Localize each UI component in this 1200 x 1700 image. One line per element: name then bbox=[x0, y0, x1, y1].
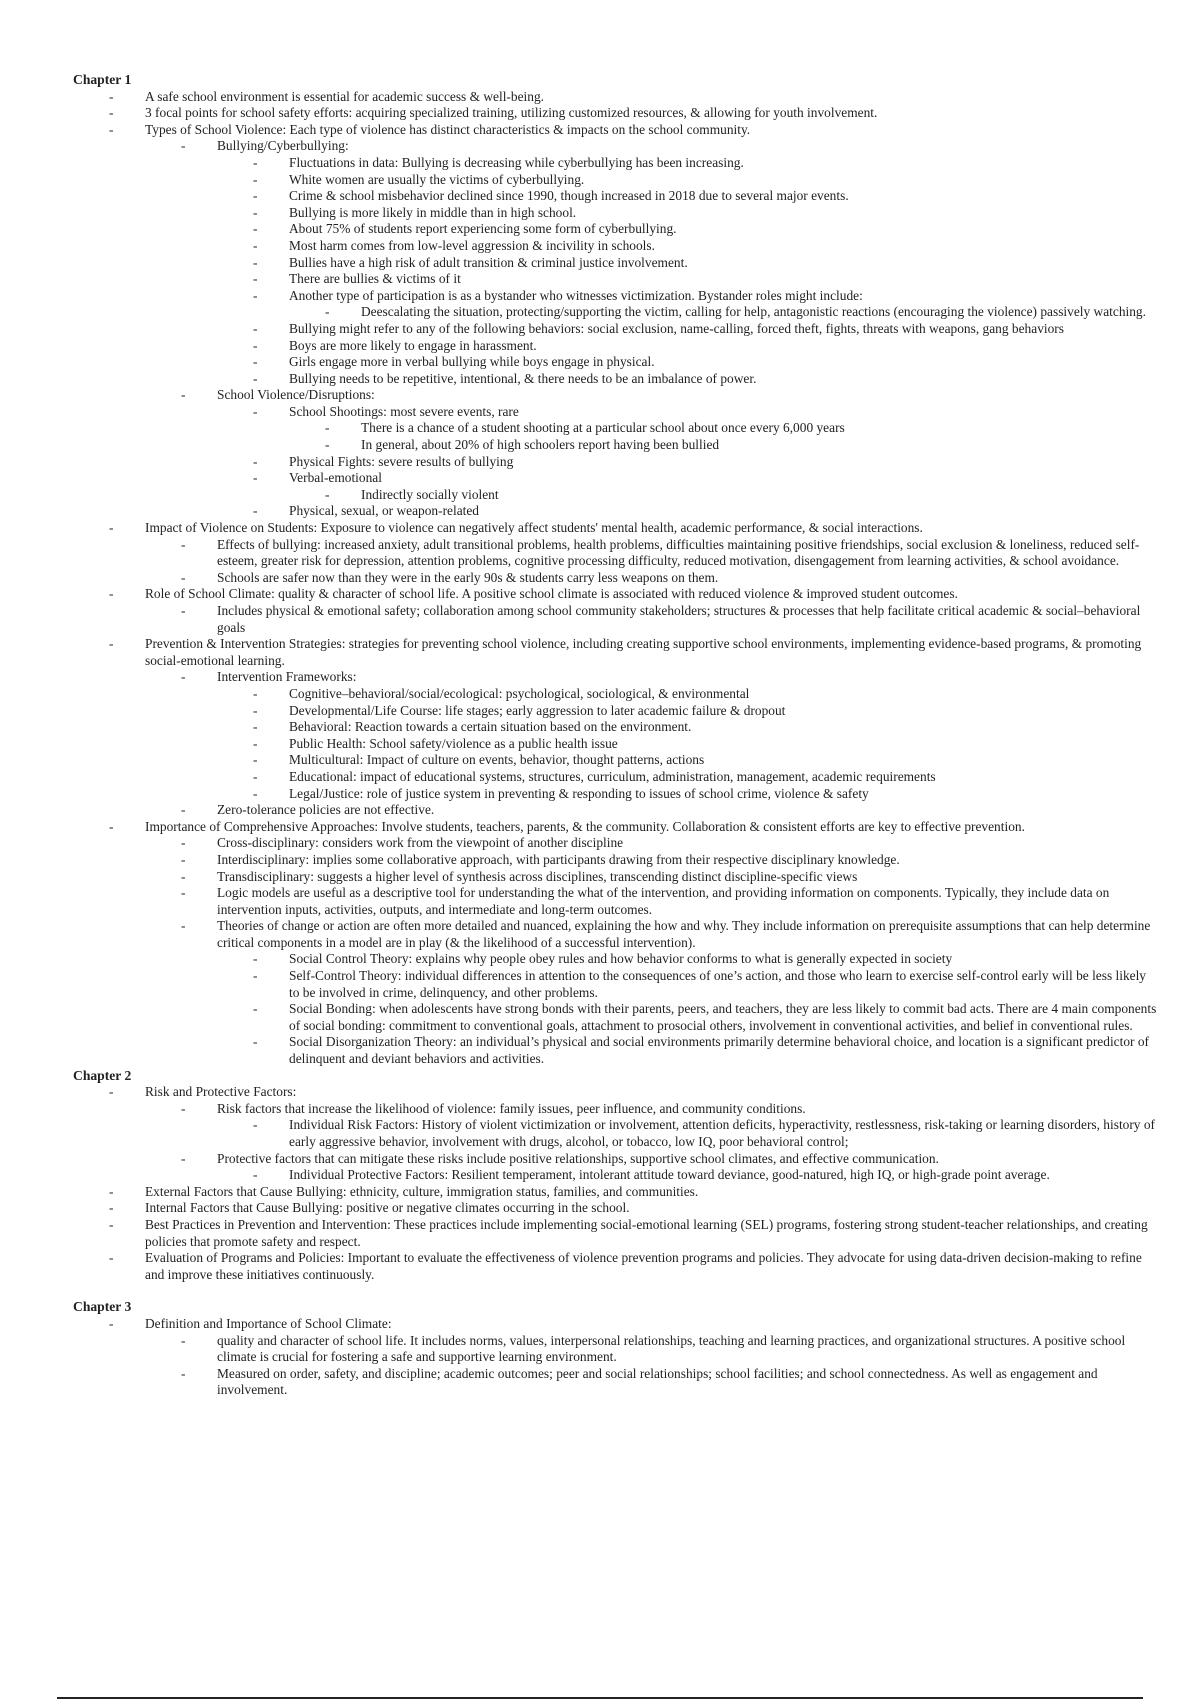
bullet-dash: - bbox=[109, 520, 114, 536]
bullet-dash: - bbox=[109, 88, 114, 104]
list-item-text: Importance of Comprehensive Approaches: Involve students, teachers, parents, & the community. Collaboration & consistent efforts are key to effective prevention. bbox=[145, 818, 1025, 834]
list-item-text: Indirectly socially violent bbox=[361, 486, 499, 502]
list-item bbox=[73, 703, 1158, 720]
bullet-dash: - bbox=[253, 337, 258, 353]
bullet-dash: - bbox=[181, 669, 186, 685]
list-item bbox=[73, 819, 1158, 836]
list-item-text: Bullies have a high risk of adult transition & criminal justice involvement. bbox=[289, 254, 688, 270]
list-item-text: Another type of participation is as a bystander who witnesses victimization. Bystander roles might include: bbox=[289, 287, 863, 303]
bullet-dash: - bbox=[253, 154, 258, 170]
list-item-text: Types of School Violence: Each type of violence has distinct characteristics & impacts on the school community. bbox=[145, 121, 751, 137]
chapter-3-heading: Chapter 3 bbox=[73, 1299, 132, 1315]
bullet-dash: - bbox=[253, 403, 258, 419]
bullet-dash: - bbox=[181, 569, 186, 585]
bullet-dash: - bbox=[181, 868, 186, 884]
list-item bbox=[73, 371, 1158, 388]
list-item bbox=[73, 885, 1158, 918]
bullet-dash: - bbox=[109, 1200, 114, 1216]
list-item-text: Girls engage more in verbal bullying while boys engage in physical. bbox=[289, 354, 655, 370]
list-item-text: Most harm comes from low-level aggression & incivility in schools. bbox=[289, 237, 655, 253]
bullet-dash: - bbox=[109, 1250, 114, 1266]
list-item-text: Transdisciplinary: suggests a higher level of synthesis across disciplines, transcending distinct discipline-specific views bbox=[217, 868, 858, 884]
list-item bbox=[73, 404, 1158, 421]
bullet-dash: - bbox=[181, 835, 186, 851]
list-item bbox=[73, 736, 1158, 753]
list-item bbox=[73, 155, 1158, 172]
bullet-dash: - bbox=[109, 1183, 114, 1199]
bullet-dash: - bbox=[253, 702, 258, 718]
list-item-text: Individual Risk Factors: History of violent victimization or involvement, attention deficits, hyperactivity, restlessness, risk-taking or learning disorders, history of early aggressive behavior, involvement with drugs, alcohol, or tobacco, low IQ, poor behavioral control; bbox=[289, 1117, 1156, 1149]
list-item-text: Bullying/Cyberbullying: bbox=[217, 138, 349, 154]
list-item-text: In general, about 20% of high schoolers report having been bullied bbox=[361, 437, 720, 453]
list-item-text: Includes physical & emotional safety; collaboration among school community stakeholders; structures & processes that help facilitate critical academic & social–behavioral goals bbox=[217, 603, 1141, 635]
bullet-dash: - bbox=[181, 1332, 186, 1348]
list-item bbox=[73, 89, 1158, 106]
list-item-text: Interdisciplinary: implies some collaborative approach, with participants drawing from their respective disciplinary knowledge. bbox=[217, 851, 900, 867]
bullet-dash: - bbox=[253, 287, 258, 303]
list-item bbox=[73, 1366, 1158, 1399]
bullet-dash: - bbox=[109, 1216, 114, 1232]
list-item-text: Developmental/Life Course: life stages; early aggression to later academic failure & dropout bbox=[289, 702, 786, 718]
list-item-text: Best Practices in Prevention and Intervention: These practices include implementing social-emotional learning (SEL) programs, fostering strong student-teacher relationships, and creating policies that promote safety and respect. bbox=[145, 1216, 1148, 1249]
list-item-text: Measured on order, safety, and discipline; academic outcomes; peer and social relationships; school facilities; and school connectedness. As well as engagement and involvement. bbox=[217, 1365, 1098, 1398]
list-item-text: Self-Control Theory: individual differences in attention to the consequences of one’s action, and those who learn to exercise self-control early will be less likely to be involved in crime, delinquency, and other problems. bbox=[289, 968, 1146, 1000]
list-item bbox=[73, 503, 1158, 520]
list-item bbox=[73, 769, 1158, 786]
bullet-dash: - bbox=[253, 204, 258, 220]
footer-divider bbox=[57, 1697, 1143, 1699]
bullet-dash: - bbox=[253, 685, 258, 701]
bullet-dash: - bbox=[181, 802, 186, 818]
list-item-text: School Violence/Disruptions: bbox=[217, 387, 375, 403]
list-item bbox=[73, 188, 1158, 205]
list-item-text: Boys are more likely to engage in harassment. bbox=[289, 337, 537, 353]
bullet-dash: - bbox=[109, 586, 114, 602]
bullet-dash: - bbox=[109, 818, 114, 834]
list-item-text: Zero-tolerance policies are not effective. bbox=[217, 802, 435, 818]
chapter-2-heading: Chapter 2 bbox=[73, 1067, 132, 1083]
list-item bbox=[73, 570, 1158, 587]
list-item-text: 3 focal points for school safety efforts: acquiring specialized training, utilizing customized resources, & allowing for youth involvement. bbox=[145, 105, 878, 121]
list-item bbox=[73, 1333, 1158, 1366]
list-item bbox=[73, 1117, 1158, 1150]
chapter-2-list bbox=[73, 1084, 1158, 1283]
bullet-dash: - bbox=[181, 1365, 186, 1381]
list-item bbox=[73, 835, 1158, 852]
bullet-dash: - bbox=[253, 370, 258, 386]
list-item bbox=[73, 802, 1158, 819]
list-item-text: There are bullies & victims of it bbox=[289, 271, 461, 287]
list-item-text: Physical Fights: severe results of bullying bbox=[289, 453, 514, 469]
list-item bbox=[73, 338, 1158, 355]
list-item-text: Social Disorganization Theory: an individual’s physical and social environments primarily determine behavioral choice, and location is a significant predictor of delinquent and deviant behaviors and activities. bbox=[289, 1034, 1149, 1067]
bullet-dash: - bbox=[109, 636, 114, 652]
list-item-text: Evaluation of Programs and Policies: Important to evaluate the effectiveness of violence prevention programs and policies. They advocate for using data-driven decision-making to refine and improve these initiatives continuously. bbox=[145, 1250, 1142, 1282]
list-item-text: Risk and Protective Factors: bbox=[145, 1084, 297, 1100]
list-item-text: Multicultural: Impact of culture on events, behavior, thought patterns, actions bbox=[289, 752, 705, 768]
list-item-text: Risk factors that increase the likelihood of violence: family issues, peer influence, and community conditions. bbox=[217, 1100, 806, 1116]
list-item bbox=[73, 786, 1158, 803]
list-item-text: Impact of Violence on Students: Exposure to violence can negatively affect students' mental health, academic performance, & social interactions. bbox=[145, 520, 923, 536]
bullet-dash: - bbox=[253, 719, 258, 735]
list-item bbox=[73, 1184, 1158, 1201]
bullet-dash: - bbox=[253, 735, 258, 751]
bullet-dash: - bbox=[325, 486, 330, 502]
list-item bbox=[73, 1250, 1158, 1283]
bullet-dash: - bbox=[181, 885, 186, 901]
list-item bbox=[73, 271, 1158, 288]
bullet-dash: - bbox=[253, 254, 258, 270]
bullet-dash: - bbox=[253, 271, 258, 287]
list-item bbox=[73, 752, 1158, 769]
list-item-text: Legal/Justice: role of justice system in preventing & responding to issues of school crime, violence & safety bbox=[289, 785, 869, 801]
bullet-dash: - bbox=[109, 105, 114, 121]
list-item bbox=[73, 122, 1158, 139]
bullet-dash: - bbox=[253, 320, 258, 336]
bullet-dash: - bbox=[253, 354, 258, 370]
list-item-text: Bullying is more likely in middle than in high school. bbox=[289, 204, 577, 220]
list-item-text: Definition and Importance of School Climate: bbox=[145, 1315, 392, 1331]
list-item bbox=[73, 138, 1158, 155]
list-item-text: Theories of change or action are often more detailed and nuanced, explaining the how and why. They include information on prerequisite assumptions that can help determine critical components in a model are in play (& the likelihood of a successful intervention). bbox=[217, 918, 1151, 950]
list-item bbox=[73, 1217, 1158, 1250]
list-item-text: Cross-disciplinary: considers work from the viewpoint of another discipline bbox=[217, 835, 624, 851]
list-item bbox=[73, 221, 1158, 238]
bullet-dash: - bbox=[181, 918, 186, 934]
list-item bbox=[73, 1151, 1158, 1168]
list-item bbox=[73, 454, 1158, 471]
list-item bbox=[73, 918, 1158, 951]
list-item bbox=[73, 470, 1158, 487]
list-item-text: Fluctuations in data: Bullying is decreasing while cyberbullying has been increasing. bbox=[289, 154, 744, 170]
bullet-dash: - bbox=[253, 968, 258, 984]
bullet-dash: - bbox=[109, 1315, 114, 1331]
list-item-text: Social Bonding: when adolescents have strong bonds with their parents, peers, and teachers, they are less likely to commit bad acts. There are 4 main components of social bonding: commitment to conventional goals, attachment to prosocial others, involvement in conventional activities, and belief in conventional rules. bbox=[289, 1001, 1157, 1033]
list-item-text: There is a chance of a student shooting at a particular school about once every 6,000 years bbox=[361, 420, 845, 436]
list-item bbox=[73, 420, 1158, 437]
list-item bbox=[73, 1001, 1158, 1034]
bullet-dash: - bbox=[253, 171, 258, 187]
list-item bbox=[73, 586, 1158, 603]
list-item-text: White women are usually the victims of cyberbullying. bbox=[289, 171, 585, 187]
list-item bbox=[73, 387, 1158, 404]
bullet-dash: - bbox=[325, 304, 330, 320]
list-item-text: Prevention & Intervention Strategies: strategies for preventing school violence, including creating supportive school environments, implementing evidence-based programs, & promoting social-emotional learning. bbox=[145, 636, 1142, 668]
bullet-dash: - bbox=[253, 1167, 258, 1183]
list-item bbox=[73, 354, 1158, 371]
list-item bbox=[73, 869, 1158, 886]
list-item-text: Social Control Theory: explains why people obey rules and how behavior conforms to what is generally expected in society bbox=[289, 951, 953, 967]
bullet-dash: - bbox=[253, 221, 258, 237]
bullet-dash: - bbox=[253, 785, 258, 801]
list-item bbox=[73, 321, 1158, 338]
list-item-text: Crime & school misbehavior declined since 1990, though increased in 2018 due to several major events. bbox=[289, 188, 849, 204]
list-item-text: About 75% of students report experiencing some form of cyberbullying. bbox=[289, 221, 677, 237]
bullet-dash: - bbox=[109, 1084, 114, 1100]
bullet-dash: - bbox=[253, 237, 258, 253]
bullet-dash: - bbox=[253, 1001, 258, 1017]
list-item-text: A safe school environment is essential for academic success & well-being. bbox=[145, 88, 544, 104]
list-item bbox=[73, 1167, 1158, 1184]
list-item-text: Logic models are useful as a descriptive tool for understanding the what of the intervention, and providing information on components. Typically, they include data on intervention inputs, activities, outputs, and intermediate and long-term outcomes. bbox=[217, 885, 1110, 917]
list-item bbox=[73, 1034, 1158, 1067]
list-item bbox=[73, 968, 1158, 1001]
bullet-dash: - bbox=[253, 470, 258, 486]
chapter-1-heading: Chapter 1 bbox=[73, 72, 132, 87]
chapter-3-list bbox=[73, 1316, 1158, 1399]
list-item-text: Deescalating the situation, protecting/supporting the victim, calling for help, antagonistic reactions (encouraging the violence) passively watching. bbox=[361, 304, 1146, 320]
list-item bbox=[73, 304, 1158, 321]
list-item-text: Verbal-emotional bbox=[289, 470, 382, 486]
chapter-1-list bbox=[73, 89, 1158, 1068]
list-item bbox=[73, 603, 1158, 636]
list-item bbox=[73, 719, 1158, 736]
bullet-dash: - bbox=[181, 603, 186, 618]
list-item-text: Role of School Climate: quality & character of school life. A positive school climate is associated with reduced violence & improved student outcomes. bbox=[145, 586, 958, 602]
list-item bbox=[73, 636, 1158, 669]
list-item-text: Intervention Frameworks: bbox=[217, 669, 357, 685]
bullet-dash: - bbox=[253, 1117, 258, 1133]
list-item bbox=[73, 288, 1158, 305]
list-item bbox=[73, 1316, 1158, 1333]
list-item-text: School Shootings: most severe events, rare bbox=[289, 403, 519, 419]
list-item bbox=[73, 537, 1158, 570]
list-item bbox=[73, 951, 1158, 968]
list-item bbox=[73, 205, 1158, 222]
bullet-dash: - bbox=[325, 420, 330, 436]
bullet-dash: - bbox=[181, 536, 186, 552]
list-item-text: Internal Factors that Cause Bullying: positive or negative climates occurring in the school. bbox=[145, 1200, 630, 1216]
list-item-text: Public Health: School safety/violence as a public health issue bbox=[289, 735, 618, 751]
list-item-text: Behavioral: Reaction towards a certain situation based on the environment. bbox=[289, 719, 692, 735]
bullet-dash: - bbox=[181, 851, 186, 867]
bullet-dash: - bbox=[109, 121, 114, 137]
list-item-text: External Factors that Cause Bullying: ethnicity, culture, immigration status, families, and communities. bbox=[145, 1183, 699, 1199]
list-item-text: Physical, sexual, or weapon-related bbox=[289, 503, 480, 519]
list-item-text: Bullying might refer to any of the following behaviors: social exclusion, name-calling, forced theft, fights, threats with weapons, gang behaviors bbox=[289, 320, 1064, 336]
list-item-text: Educational: impact of educational systems, structures, curriculum, administration, management, academic requirements bbox=[289, 768, 936, 784]
bullet-dash: - bbox=[253, 1034, 258, 1050]
list-item bbox=[73, 105, 1158, 122]
list-item bbox=[73, 172, 1158, 189]
bullet-dash: - bbox=[181, 387, 186, 403]
document-body bbox=[73, 72, 1158, 1399]
list-item-text: Schools are safer now than they were in the early 90s & students carry less weapons on them. bbox=[217, 569, 719, 585]
list-item-text: Individual Protective Factors: Resilient temperament, intolerant attitude toward deviance, good-natured, high IQ, or high-grade point average. bbox=[289, 1167, 1050, 1183]
bullet-dash: - bbox=[253, 768, 258, 784]
list-item bbox=[73, 669, 1158, 686]
bullet-dash: - bbox=[181, 1100, 186, 1116]
bullet-dash: - bbox=[325, 437, 330, 453]
list-item-text: Effects of bullying: increased anxiety, adult transitional problems, health problems, difficulties maintaining positive friendships, social exclusion & loneliness, reduced self-esteem, greater risk for depression, attention problems, cognitive processing difficulty, reduced motivation, disengagement from learning activities, & school avoidance. bbox=[217, 536, 1140, 569]
list-item bbox=[73, 686, 1158, 703]
list-item bbox=[73, 487, 1158, 504]
bullet-dash: - bbox=[253, 188, 258, 204]
list-item-text: Cognitive–behavioral/social/ecological: psychological, sociological, & environmental bbox=[289, 685, 750, 701]
bullet-dash: - bbox=[253, 453, 258, 469]
list-item-text: Protective factors that can mitigate these risks include positive relationships, supportive school climates, and effective communication. bbox=[217, 1150, 939, 1166]
bullet-dash: - bbox=[181, 1150, 186, 1166]
list-item bbox=[73, 437, 1158, 454]
list-item bbox=[73, 1200, 1158, 1217]
bullet-dash: - bbox=[253, 752, 258, 768]
list-item-text: Bullying needs to be repetitive, intentional, & there needs to be an imbalance of power. bbox=[289, 370, 757, 386]
list-item bbox=[73, 520, 1158, 537]
list-item bbox=[73, 255, 1158, 272]
list-item bbox=[73, 1101, 1158, 1118]
list-item bbox=[73, 852, 1158, 869]
list-item-text: quality and character of school life. It includes norms, values, interpersonal relationships, teaching and learning practices, and organizational structures. A positive school climate is crucial for fostering a safe and supportive learning environment. bbox=[217, 1332, 1126, 1365]
bullet-dash: - bbox=[253, 951, 258, 967]
bullet-dash: - bbox=[253, 503, 258, 519]
list-item bbox=[73, 1084, 1158, 1101]
bullet-dash: - bbox=[181, 138, 186, 154]
list-item bbox=[73, 238, 1158, 255]
